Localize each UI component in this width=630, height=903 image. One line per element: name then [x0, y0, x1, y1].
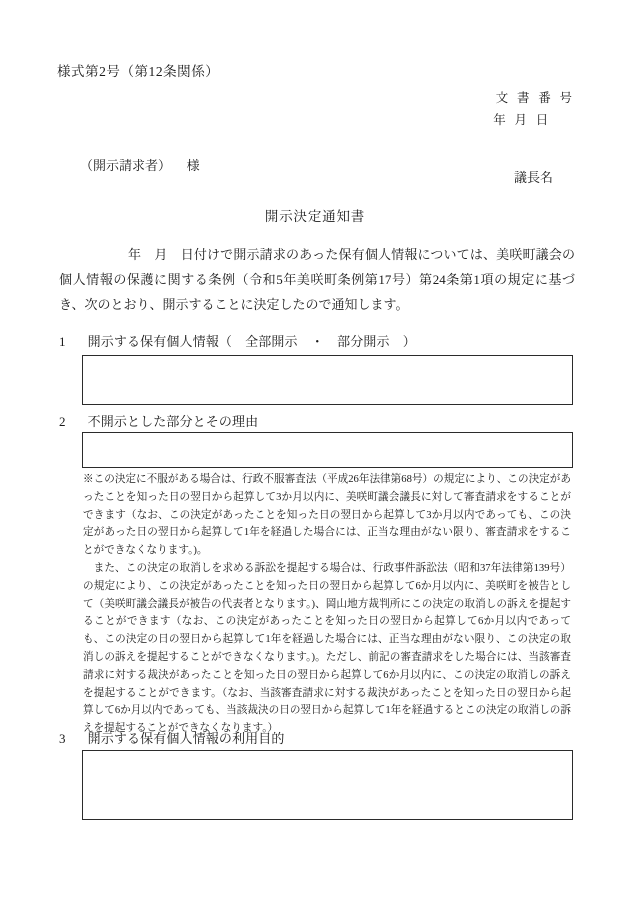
body-paragraph — [59, 243, 575, 318]
section-number-2: 2 — [59, 414, 66, 429]
entry-box-purpose-of-use[interactable] — [82, 750, 573, 820]
requester-label: （開示請求者） — [80, 158, 172, 173]
section-heading-2 — [59, 411, 258, 430]
section-title-3: 開示する保有個人情報の利用目的 — [87, 731, 285, 746]
section-title-1: 開示する保有個人情報（ 全部開示 ・ 部分開示 ） — [87, 334, 416, 349]
addressee-block — [80, 155, 200, 174]
page-title: 開示決定通知書 — [264, 209, 366, 224]
form-id-label: 様式第2号（第12条関係） — [57, 64, 220, 79]
entry-box-disclosed-information[interactable] — [82, 355, 573, 405]
body-date-blank: 年 月 日 — [127, 247, 194, 262]
document-number-label: 文書番号 — [495, 91, 581, 105]
section-heading-3 — [59, 728, 285, 747]
issuer-name-label: 議長名 — [513, 170, 553, 185]
document-meta-block — [493, 88, 582, 132]
document-date-label: 年月日 — [493, 112, 557, 127]
section-number-3: 3 — [59, 731, 66, 746]
legal-notice-block — [83, 471, 571, 738]
section-heading-1 — [59, 331, 416, 350]
entry-box-nondisclosure-reason[interactable] — [82, 432, 573, 468]
addressee-honorific: 様 — [186, 158, 200, 173]
section-number-1: 1 — [59, 334, 66, 349]
legal-notice-paragraph-1: ※この決定に不服がある場合は、行政不服審査法（平成26年法律第68号）の規定により、この決定があったことを知った日の翌日から起算して3か月以内に、美咲町議会議長に対して審査請求をすることができます（なお、この決定があったことを知った日の翌日から起算して3か月以内であっても、この決定があった日の翌日から起算して1年を経過した場合には、正当な理由がない限り、審査請求をすることができなくなります。)。 — [83, 474, 571, 557]
body-paragraph-text: 付けで開示請求のあった保有個人情報については、美咲町議会の個人情報の保護に関する条例（令和5年美咲町条例第17号）第24条第1項の規定に基づき、次のとおり、開示することに決定したので通知します。 — [59, 247, 575, 312]
section-title-2: 不開示とした部分とその理由 — [87, 414, 259, 429]
legal-notice-paragraph-2: また、この決定の取消しを求める訴訟を提起する場合は、行政事件訴訟法（昭和37年法律第139号）の規定により、この決定があったことを知った日の翌日から起算して6か月以内に、美咲町を被告として（美咲町議会議長が被告の代表者となります。)、岡山地方裁判所にこの決定の取消しの訴えを提起することができます（なお、この決定があったことを知った日の翌日から起算して6か月以内であっても、この決定の日の翌日から起算して1年を経過した場合には、正当な理由がない限り、この決定の取消しの訴えを提起することができなくなります。)。ただし、前記の審査請求をした場合には、当該審査請求に対する裁決があったことを知った日の翌日から起算して6か月以内に、この決定の取消しの訴えを提起することができます。（なお、当該審査請求に対する裁決があったことを知った日の翌日から起算して6か月以内であっても、当該裁決の日の翌日から起算して1年を経過するとこの決定の取消しの訴えを提起することができなくなります。） — [83, 562, 571, 735]
